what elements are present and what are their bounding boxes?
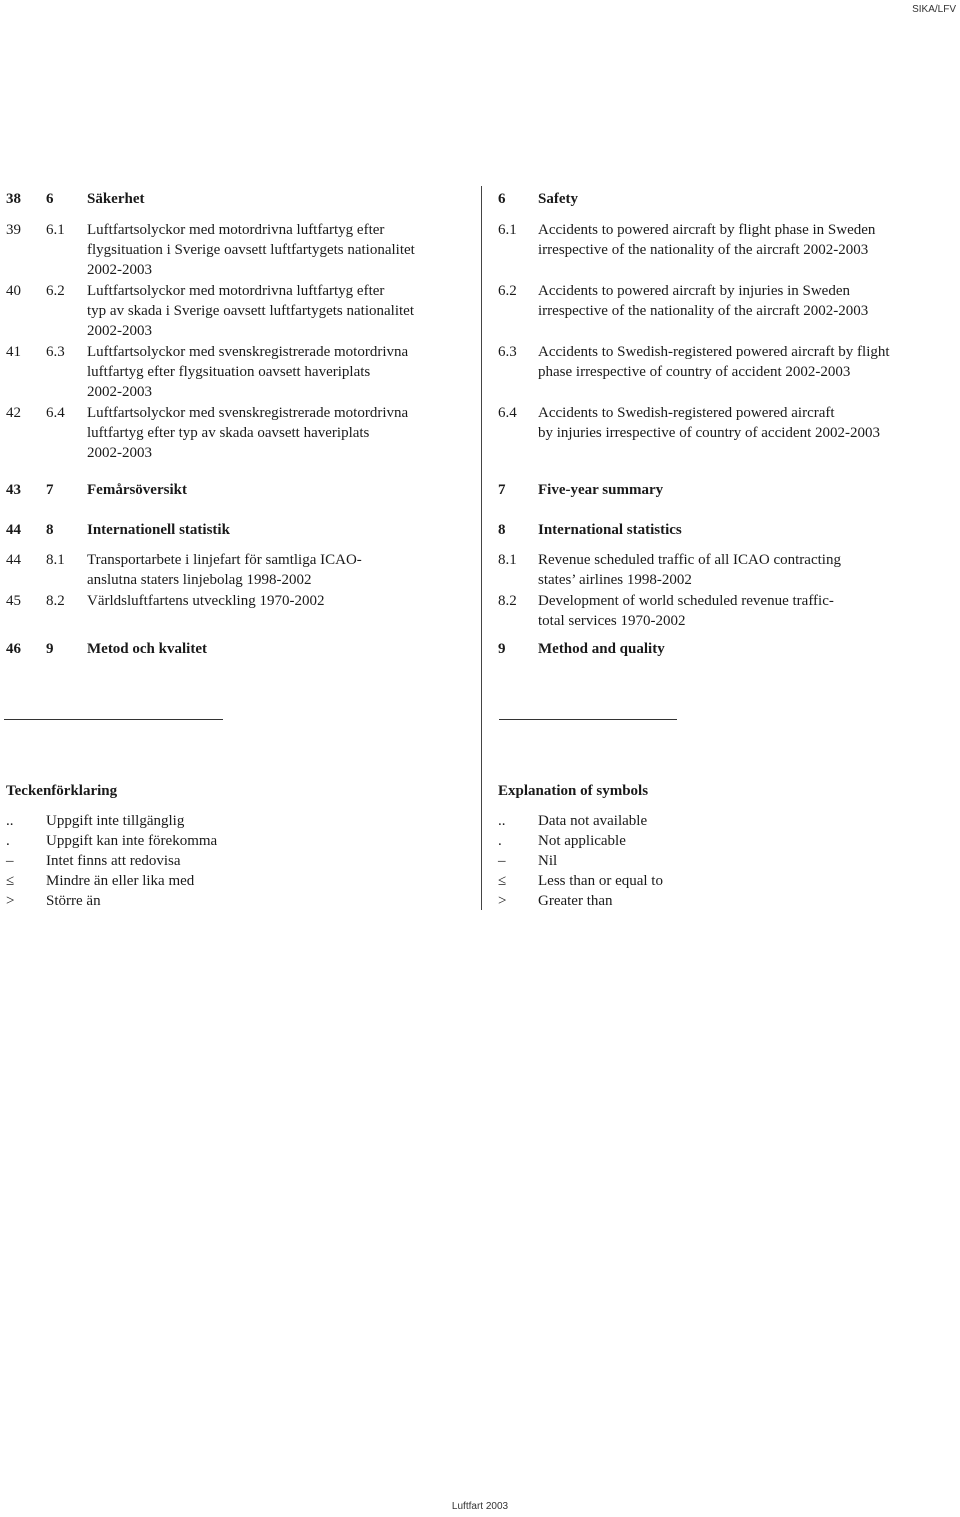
legend-row: . Uppgift kan inte förekomma [6,833,218,849]
legend-row: . Not applicable [498,833,626,849]
legend-row: ≤ Less than or equal to [498,873,663,889]
rule-right [499,719,677,720]
rule-left [4,719,223,720]
legend-row: ≤ Mindre än eller lika med [6,873,195,889]
legend-row: > Större än [6,893,101,909]
running-footer: Luftfart 2003 [451,1501,509,1512]
legend-row: > Greater than [498,893,613,909]
legend-row: .. Data not available [498,813,648,829]
en-legend-title: Explanation of symbols [498,783,649,799]
sv-legend-title: Teckenförklaring [6,783,118,799]
legend-row: – Intet finns att redovisa [6,853,181,869]
legend-row: – Nil [498,853,558,869]
sv-legend [6,811,266,911]
running-header: SIKA/LFV [912,4,956,15]
en-legend [498,811,758,911]
column-divider [481,186,482,910]
legend-row: .. Uppgift inte tillgänglig [6,813,185,829]
